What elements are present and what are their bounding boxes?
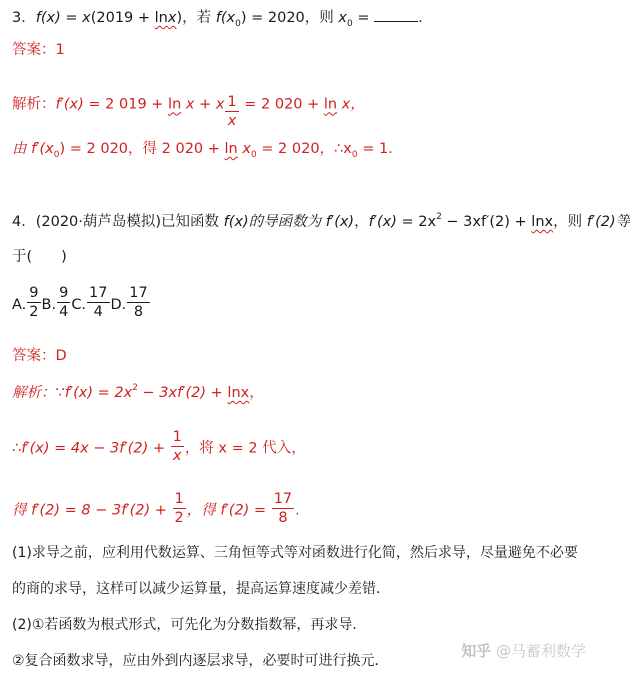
fraction: $\frac{1}{x}$ bbox=[172, 429, 182, 464]
option-a: A. $\frac{9}{2}$ bbox=[12, 285, 39, 320]
note-2: (2)①若函数为根式形式，可先化为分数指数幂，再求导． bbox=[12, 617, 367, 633]
q3-answer: 答案：1 bbox=[12, 42, 65, 58]
q3-analysis: 解析：f′(x) = 2 019 + ln x + x $\frac{1}{x}$ = 2 020 + ln x， bbox=[12, 94, 365, 129]
watermark bbox=[461, 640, 586, 661]
q4-analysis-1: 解析：∵f′(x) = $2x^2 - 3xf'(2) + \ln x$， bbox=[12, 383, 264, 401]
q4-question: 4．(2020·葫芦岛模拟)已知函数 f(x)的导函数为 f′(x)，$f'(x) = 2x^2 - 3xf'(2) + \ln x$，则 f′(2)等 bbox=[12, 212, 630, 230]
note-1a: (1)求导之前，应利用代数运算、三角恒等式等对函数进行化简，然后求导，尽量避免不必要 bbox=[12, 545, 578, 561]
option-b: B. $\frac{9}{4}$ bbox=[41, 285, 69, 320]
fraction: $\frac{17}{4}$ bbox=[89, 285, 108, 320]
fraction: $\frac{1}{2}$ bbox=[174, 491, 184, 526]
q3-question: 3．f(x) = x(2019 + lnx)，若 $f(x_0) = 2020$，则 $x_0$ = . bbox=[12, 10, 423, 29]
answer-blank bbox=[374, 9, 418, 22]
note-3: ②复合函数求导，应由外到内逐层求导，必要时可进行换元． bbox=[12, 653, 389, 669]
option-d: D. $\frac{17}{8}$ bbox=[110, 285, 148, 320]
q4-options bbox=[12, 286, 151, 323]
fraction: $\frac{17}{8}$ bbox=[129, 285, 148, 320]
fraction: $\frac{9}{4}$ bbox=[59, 285, 69, 320]
zhihu-logo: 知乎 bbox=[461, 642, 492, 660]
option-c: C. $\frac{17}{4}$ bbox=[71, 285, 108, 320]
q4-question-line2: 于( ) bbox=[12, 249, 67, 265]
note-1b: 的商的求导，这样可以减少运算量，提高运算速度减少差错． bbox=[12, 581, 390, 597]
q4-answer: 答案：D bbox=[12, 348, 67, 364]
q3-conclusion: 由 $f'(x_0) = 2$ 020，得 2 $020 + \ln x_0 = 2$ 020，$\therefore x_0 = 1$. bbox=[12, 141, 393, 160]
q4-analysis-2: ∴f′(x) = 4x − 3f′(2) + $\frac{1}{x}$ ，将 x = 2 代入， bbox=[12, 429, 306, 464]
fraction: $\frac{1}{x}$ bbox=[227, 94, 237, 129]
fraction: $\frac{17}{8}$ bbox=[273, 491, 293, 526]
watermark-author: @马蓄利数学 bbox=[495, 642, 586, 660]
fraction: $\frac{9}{2}$ bbox=[29, 285, 39, 320]
q4-analysis-3: 得 f′(2) = 8 − 3f′(2) + $\frac{1}{2}$ ，得 f′(2) = $\frac{17}{8}$ . bbox=[12, 491, 300, 526]
